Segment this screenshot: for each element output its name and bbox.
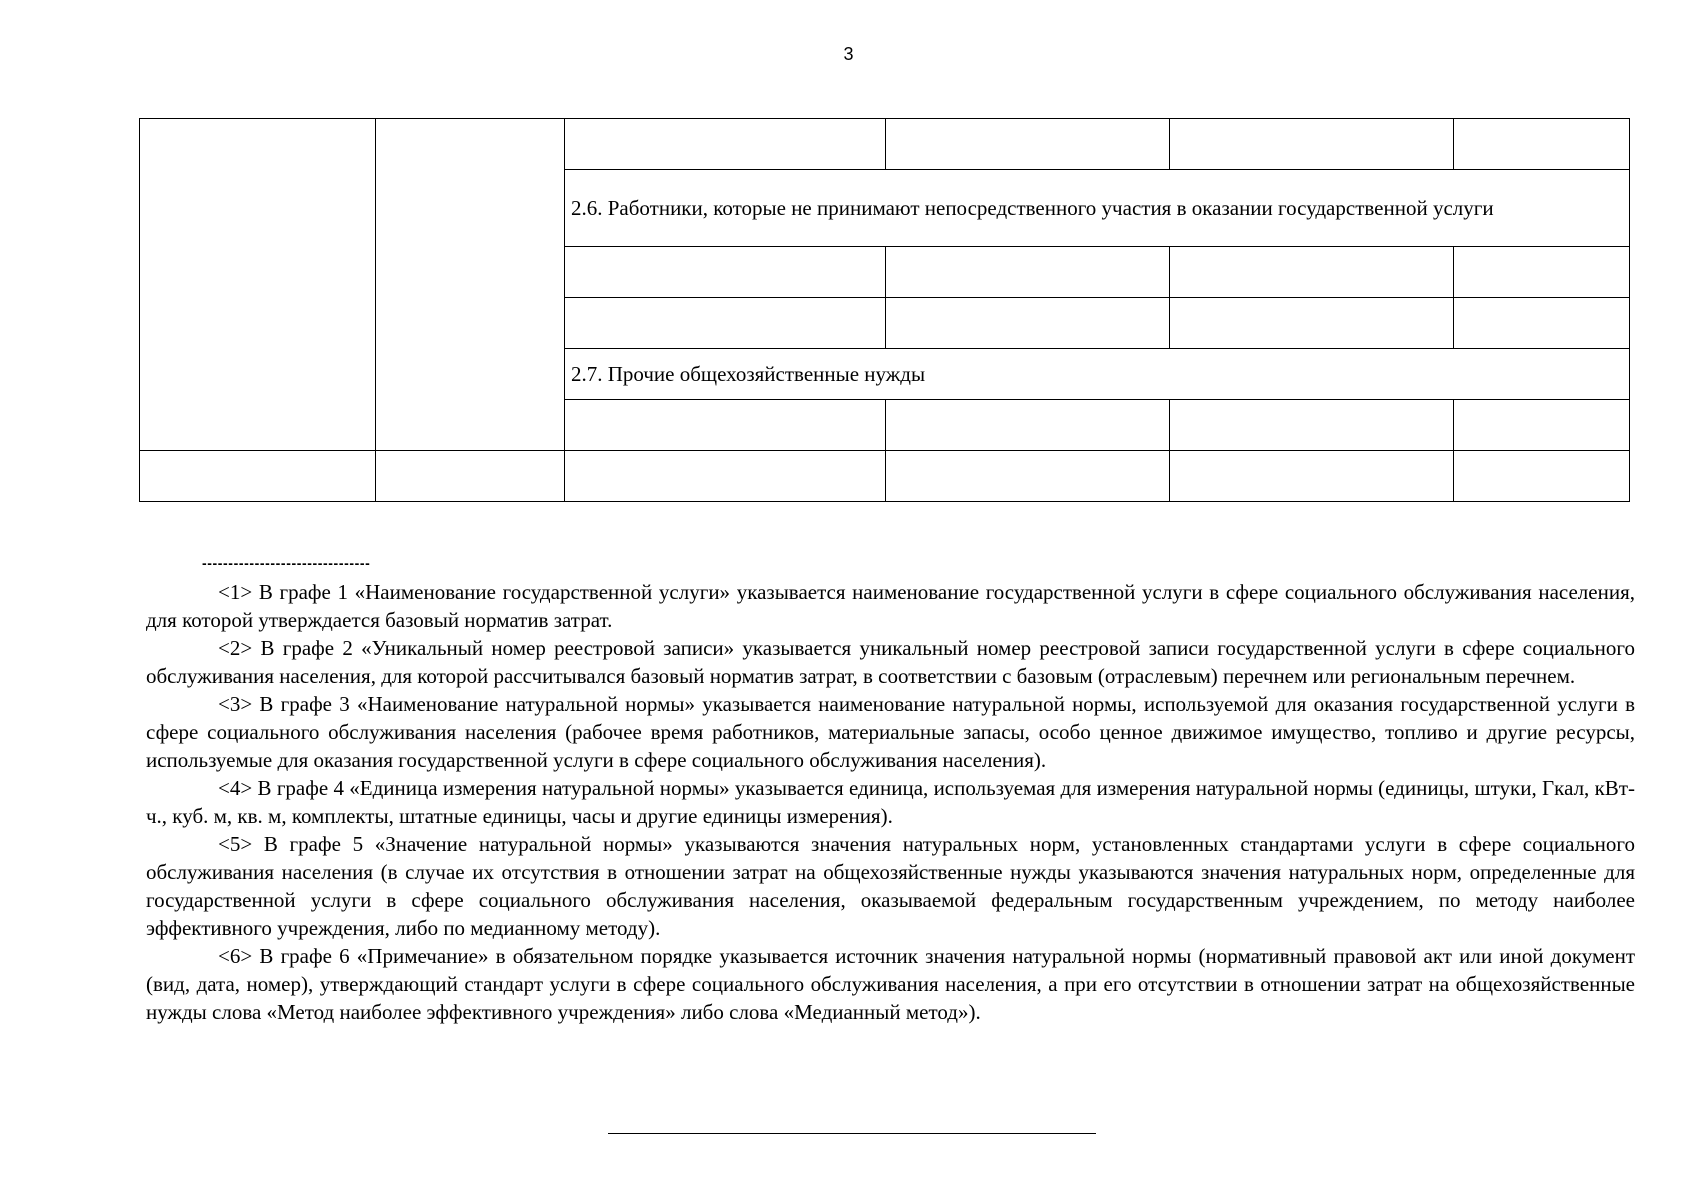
footnote-4: <4> В графе 4 «Единица измерения натуральной нормы» указывается единица, используемая для измерения натуральной нормы (единицы, штуки, Гкал, кВт-ч., куб. м, кв. м, комплекты, штатные единицы, часы и другие единицы измерения). <box>146 776 1635 828</box>
table-cell <box>886 451 1170 502</box>
table-cell <box>886 298 1170 349</box>
table-cell <box>886 247 1170 298</box>
service-name-cell <box>140 119 376 451</box>
footnote-separator: -------------------------------- <box>202 555 371 571</box>
table-cell <box>1170 119 1454 170</box>
table-cell <box>1454 247 1630 298</box>
table-cell <box>565 298 886 349</box>
table-cell <box>1170 400 1454 451</box>
table-row <box>140 451 1630 502</box>
table-cell <box>1454 119 1630 170</box>
table-cell <box>140 451 376 502</box>
footnotes <box>146 578 1635 1026</box>
page-number: 3 <box>843 44 854 64</box>
table-cell <box>1170 451 1454 502</box>
footnote-1: <1> В графе 1 «Наименование государственной услуги» указывается наименование государственной услуги в сфере социального обслуживания населения, для которой утверждается базовый норматив затрат. <box>146 580 1635 632</box>
footnote-2: <2> В графе 2 «Уникальный номер реестровой записи» указывается уникальный номер реестровой записи государственной услуги в сфере социального обслуживания населения, для которой рассчитывался базовый норматив затрат, в соответствии с базовым (отраслевым) перечнем или региональным перечнем. <box>146 636 1635 688</box>
section-heading: 2.6. Работники, которые не принимают непосредственного участия в оказании государственной услуги <box>565 170 1630 247</box>
section-heading: 2.7. Прочие общехозяйственные нужды <box>565 349 1630 400</box>
table-cell <box>376 451 565 502</box>
end-rule <box>608 1133 1096 1134</box>
footnote-6: <6> В графе 6 «Примечание» в обязательном порядке указывается источник значения натуральной нормы (нормативный правовой акт или иной документ (вид, дата, номер), утверждающий стандарт услуги в сфере социального обслуживания населения, а при его отсутствии в отношении затрат на общехозяйственные нужды слова «Метод наиболее эффективного учреждения» либо слова «Медианный метод»). <box>146 944 1635 1024</box>
footnote-5: <5> В графе 5 «Значение натуральной нормы» указываются значения натуральных норм, установленных стандартами услуги в сфере социального обслуживания населения (в случае их отсутствия в отношении затрат на общехозяйственные нужды указываются значения натуральных норм, определенные для государственной услуги в сфере социального обслуживания населения, оказываемой федеральным государственным учреждением, по методу наиболее эффективного учреждения, либо по медианному методу). <box>146 832 1635 940</box>
cost-norms-table <box>139 118 1630 502</box>
registry-number-cell <box>376 119 565 451</box>
table-cell <box>1454 451 1630 502</box>
table-cell <box>565 400 886 451</box>
table-cell <box>565 247 886 298</box>
table-row <box>140 119 1630 170</box>
table-cell <box>886 400 1170 451</box>
table-cell <box>565 119 886 170</box>
footnote-3: <3> В графе 3 «Наименование натуральной нормы» указывается наименование натуральной нормы, используемой для оказания государственной услуги в сфере социального обслуживания населения (рабочее время работников, материальные запасы, особо ценное движимое имущество, топливо и другие ресурсы, используемые для оказания государственной услуги в сфере социального обслуживания населения). <box>146 692 1635 772</box>
table-cell <box>1170 298 1454 349</box>
table-cell <box>1454 298 1630 349</box>
table-cell <box>886 119 1170 170</box>
table-cell <box>565 451 886 502</box>
table-cell <box>1454 400 1630 451</box>
table-cell <box>1170 247 1454 298</box>
